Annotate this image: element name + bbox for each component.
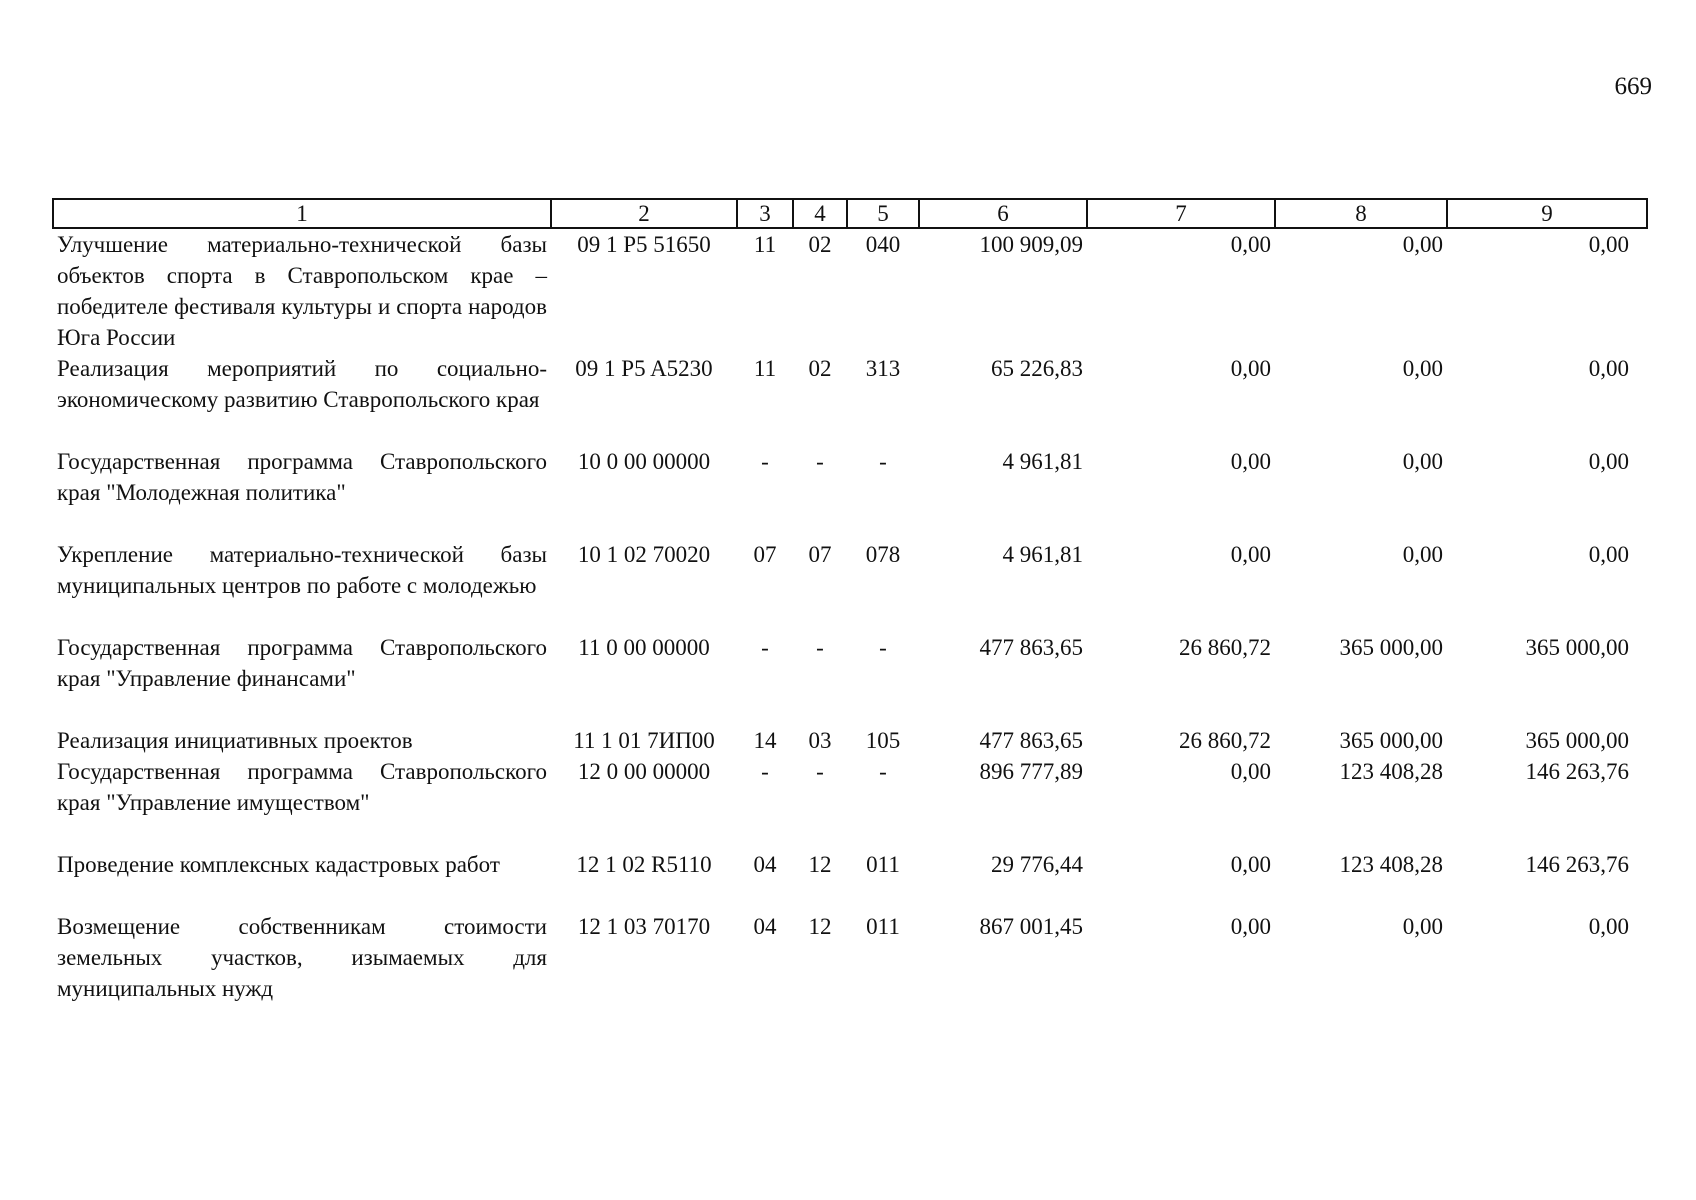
row-value-7: 0,00	[1230, 356, 1271, 381]
row-value-7: 26 860,72	[1179, 728, 1271, 753]
column-header-4: 4	[793, 199, 847, 228]
column-header-5: 5	[847, 199, 919, 228]
row-expense-type: 078	[865, 542, 901, 567]
row-value-6: 896 777,89	[979, 759, 1083, 784]
row-section: 14	[753, 728, 777, 753]
table-row	[53, 756, 1647, 849]
row-value-6: 477 863,65	[979, 635, 1083, 660]
row-value-8: 0,00	[1402, 356, 1443, 381]
row-section: 11	[753, 232, 777, 257]
page-number: 669	[1614, 73, 1652, 100]
row-value-7: 0,00	[1230, 542, 1271, 567]
row-value-9: 146 263,76	[1525, 759, 1629, 784]
row-code: 10 0 00 00000	[577, 449, 711, 474]
row-subsection: 03	[808, 728, 832, 753]
row-value-8: 0,00	[1402, 449, 1443, 474]
row-section: 04	[753, 914, 777, 939]
row-subsection: 12	[808, 914, 832, 939]
column-header-8: 8	[1275, 199, 1447, 228]
row-name: Государственная программа Ставропольского края "Молодежная политика"	[57, 449, 547, 505]
table-row	[53, 353, 1647, 446]
row-subsection: -	[816, 759, 824, 784]
row-value-6: 4 961,81	[1002, 449, 1083, 474]
row-value-6: 65 226,83	[991, 356, 1083, 381]
row-value-9: 0,00	[1588, 449, 1629, 474]
table-row	[53, 632, 1647, 725]
row-value-7: 0,00	[1230, 914, 1271, 939]
row-value-9: 0,00	[1588, 542, 1629, 567]
row-value-8: 123 408,28	[1339, 852, 1443, 877]
row-code: 09 1 P5 A5230	[575, 356, 713, 381]
row-expense-type: 011	[866, 852, 900, 877]
row-section: 04	[753, 852, 777, 877]
row-name: Проведение комплексных кадастровых работ	[57, 852, 500, 877]
row-section: 11	[753, 356, 777, 381]
column-header-3: 3	[737, 199, 793, 228]
column-header-6: 6	[919, 199, 1087, 228]
row-name: Реализация мероприятий по социально-экономическому развитию Ставропольского края	[57, 356, 547, 412]
column-header-9: 9	[1447, 199, 1647, 228]
table-row	[53, 446, 1647, 539]
table-row	[53, 228, 1647, 353]
row-value-7: 26 860,72	[1179, 635, 1271, 660]
row-name: Государственная программа Ставропольского края "Управление имуществом"	[57, 759, 547, 815]
row-subsection: 07	[808, 542, 832, 567]
row-value-9: 0,00	[1588, 914, 1629, 939]
row-value-7: 0,00	[1230, 759, 1271, 784]
table-row	[53, 725, 1647, 756]
row-subsection: -	[816, 635, 824, 660]
row-value-8: 0,00	[1402, 232, 1443, 257]
row-value-6: 100 909,09	[979, 232, 1083, 257]
row-subsection: -	[816, 449, 824, 474]
row-expense-type: -	[879, 449, 887, 474]
row-value-9: 365 000,00	[1525, 728, 1629, 753]
row-value-6: 477 863,65	[979, 728, 1083, 753]
row-value-7: 0,00	[1230, 449, 1271, 474]
table-row	[53, 539, 1647, 632]
row-section: -	[761, 759, 769, 784]
row-code: 09 1 P5 51650	[577, 232, 711, 257]
row-section: -	[761, 449, 769, 474]
row-value-9: 365 000,00	[1525, 635, 1629, 660]
column-header-7: 7	[1087, 199, 1275, 228]
row-value-6: 4 961,81	[1002, 542, 1083, 567]
row-value-8: 0,00	[1402, 542, 1443, 567]
row-code: 12 0 00 00000	[577, 759, 711, 784]
row-expense-type: -	[879, 759, 887, 784]
budget-table	[52, 198, 1648, 1004]
row-subsection: 12	[808, 852, 832, 877]
table-row	[53, 849, 1647, 911]
row-expense-type: 313	[865, 356, 901, 381]
table-header-row	[53, 199, 1647, 228]
table-row	[53, 911, 1647, 1004]
row-name: Реализация инициативных проектов	[57, 728, 413, 753]
row-code: 11 0 00 00000	[578, 635, 710, 660]
row-subsection: 02	[808, 232, 832, 257]
column-header-1: 1	[53, 199, 551, 228]
row-value-9: 0,00	[1588, 232, 1629, 257]
row-value-6: 29 776,44	[991, 852, 1083, 877]
row-value-7: 0,00	[1230, 852, 1271, 877]
row-name: Укрепление материально-технической базы муниципальных центров по работе с молодежью	[57, 542, 547, 598]
row-name: Государственная программа Ставропольского края "Управление финансами"	[57, 635, 547, 691]
row-name: Возмещение собственникам стоимости земельных участков, изымаемых для муниципальных нужд	[57, 914, 547, 1001]
row-section: 07	[753, 542, 777, 567]
row-expense-type: 040	[865, 232, 901, 257]
row-value-6: 867 001,45	[979, 914, 1083, 939]
row-section: -	[761, 635, 769, 660]
row-code: 12 1 02 R5110	[576, 852, 712, 877]
row-name: Улучшение материально-технической базы объектов спорта в Ставропольском крае – победителе фестиваля культуры и спорта народов Юга России	[57, 232, 547, 350]
row-value-7: 0,00	[1230, 232, 1271, 257]
row-expense-type: -	[879, 635, 887, 660]
row-value-8: 365 000,00	[1339, 728, 1443, 753]
row-code: 11 1 01 7ИП00	[573, 728, 715, 753]
column-header-2: 2	[551, 199, 737, 228]
row-expense-type: 105	[865, 728, 901, 753]
row-value-8: 0,00	[1402, 914, 1443, 939]
row-code: 10 1 02 70020	[577, 542, 711, 567]
row-value-9: 0,00	[1588, 356, 1629, 381]
row-value-8: 365 000,00	[1339, 635, 1443, 660]
row-expense-type: 011	[866, 914, 900, 939]
row-value-9: 146 263,76	[1525, 852, 1629, 877]
row-code: 12 1 03 70170	[577, 914, 711, 939]
row-value-8: 123 408,28	[1339, 759, 1443, 784]
row-subsection: 02	[808, 356, 832, 381]
